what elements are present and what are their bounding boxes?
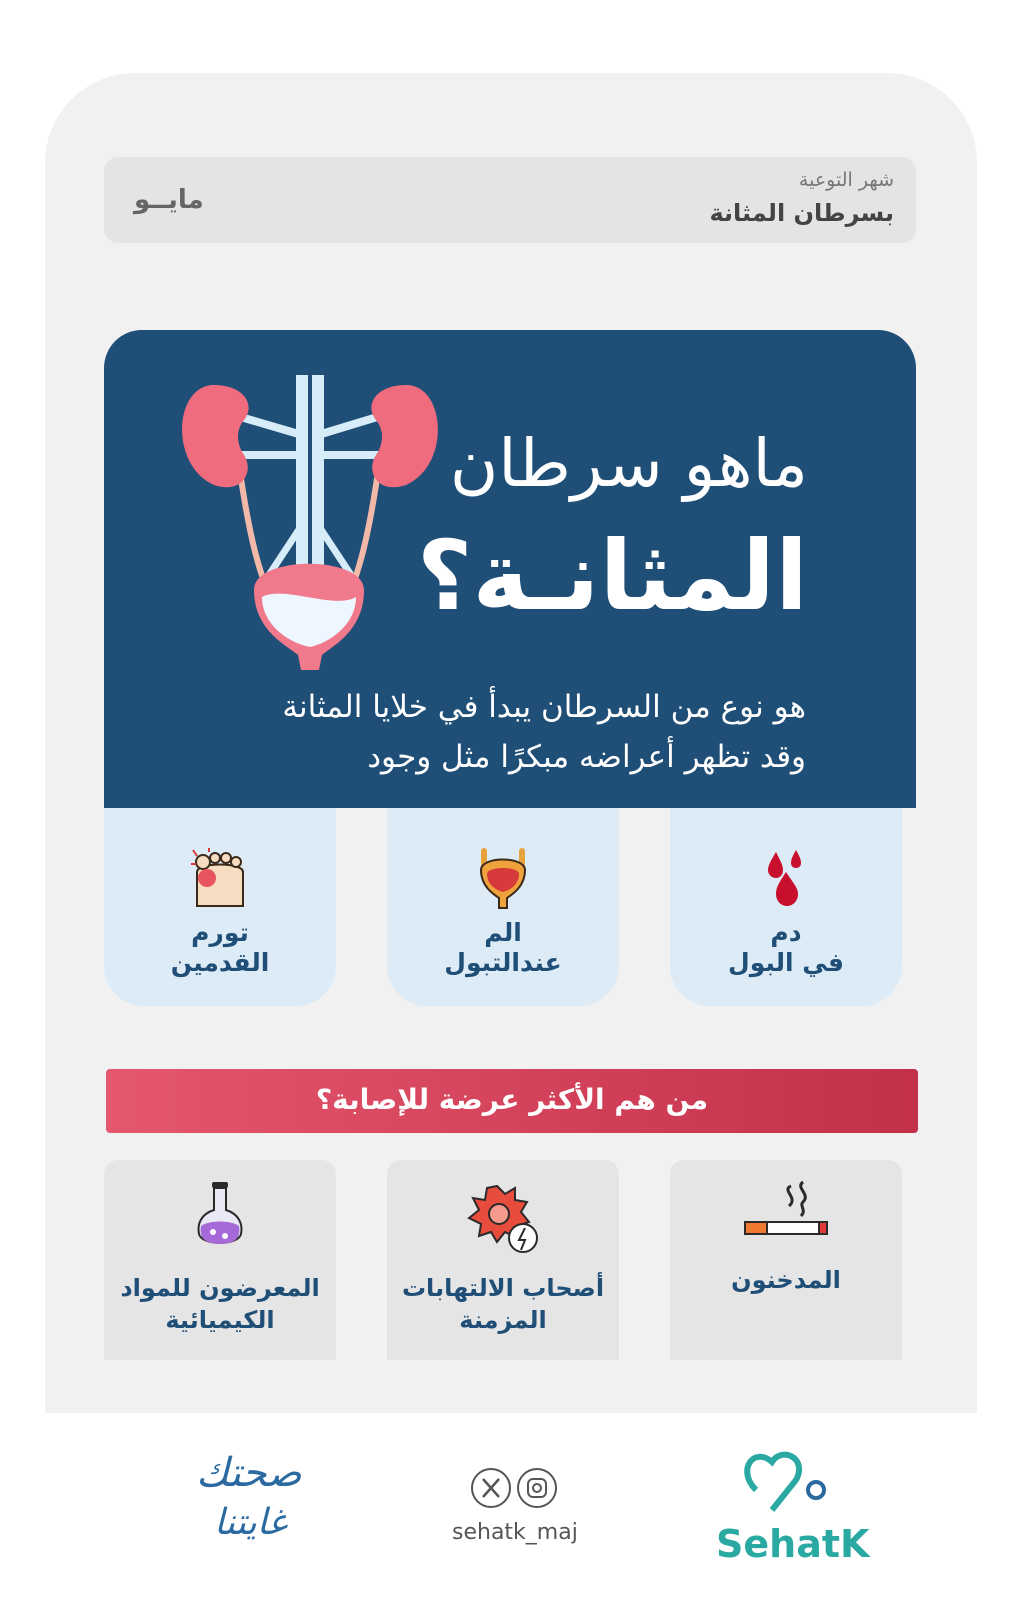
symptom-card-pain [387,808,619,1006]
sehatk-logo [716,1450,870,1566]
symptom-card-swelling [104,808,336,1006]
risk-label-line2: الكيميائية [165,1306,275,1334]
symptom-label-line1: دم [770,918,802,947]
x-icon[interactable] [472,1469,510,1507]
symptom-card-blood [670,808,902,1006]
risk-label [670,1264,902,1296]
cigarette-icon [741,1180,831,1244]
risk-card-inflammation [387,1160,619,1360]
slogan-line2: غايتنا [214,1502,287,1543]
symptom-label-line2: القدمين [170,948,270,977]
risk-label-line1: المدخنون [731,1266,841,1294]
symptom-label-line2: عندالتبول [444,948,562,977]
symptom-label [670,918,902,978]
symptom-label [387,918,619,978]
symptom-label [104,918,336,978]
risk-section-title: من هم الأكثر عرضة للإصابة؟ [315,1083,709,1116]
hero-question-line2: المثانـة؟ [416,520,808,632]
risk-label-line1: أصحاب الالتهابات [401,1274,605,1302]
instagram-icon[interactable] [518,1469,556,1507]
blood-drops-icon [756,848,816,908]
inflamed-cell-icon [463,1180,543,1256]
social-handle: sehatk_maj [452,1520,578,1545]
header-subtitle: شهر التوعية [798,169,894,191]
hero-description [166,682,806,782]
risk-label [387,1272,619,1336]
risk-card-smokers [670,1160,902,1360]
symptom-label-line1: الم [484,918,522,947]
chemical-flask-icon [195,1180,245,1250]
kidneys-bladder-icon [174,375,444,675]
hero-question-line1: ماهو سرطان [449,425,808,502]
risk-label-line2: المزمنة [459,1306,547,1334]
heart-stethoscope-icon [716,1450,846,1530]
hero-description-line1: هو نوع من السرطان يبدأ في خلايا المثانة [282,689,806,725]
bladder-icon [473,848,533,910]
hero-panel [104,330,916,808]
risk-card-chemicals [104,1160,336,1360]
risk-label [104,1272,336,1336]
risk-section-banner [106,1069,918,1133]
brand-name: SehatK [716,1522,870,1566]
risk-label-line1: المعرضون للمواد [120,1274,320,1302]
slogan-line1: صحتك [196,1450,302,1496]
symptom-label-line2: في البول [728,948,844,977]
month-label: مايــو [134,185,204,215]
swollen-foot-icon [189,848,251,910]
social-icons [470,1466,590,1512]
header-title: بسرطان المثانة [709,199,894,227]
hero-description-line2: وقد تظهر أعراضه مبكرًا مثل وجود [367,739,806,775]
header-bar [104,157,916,243]
symptom-label-line1: تورم [191,918,249,947]
